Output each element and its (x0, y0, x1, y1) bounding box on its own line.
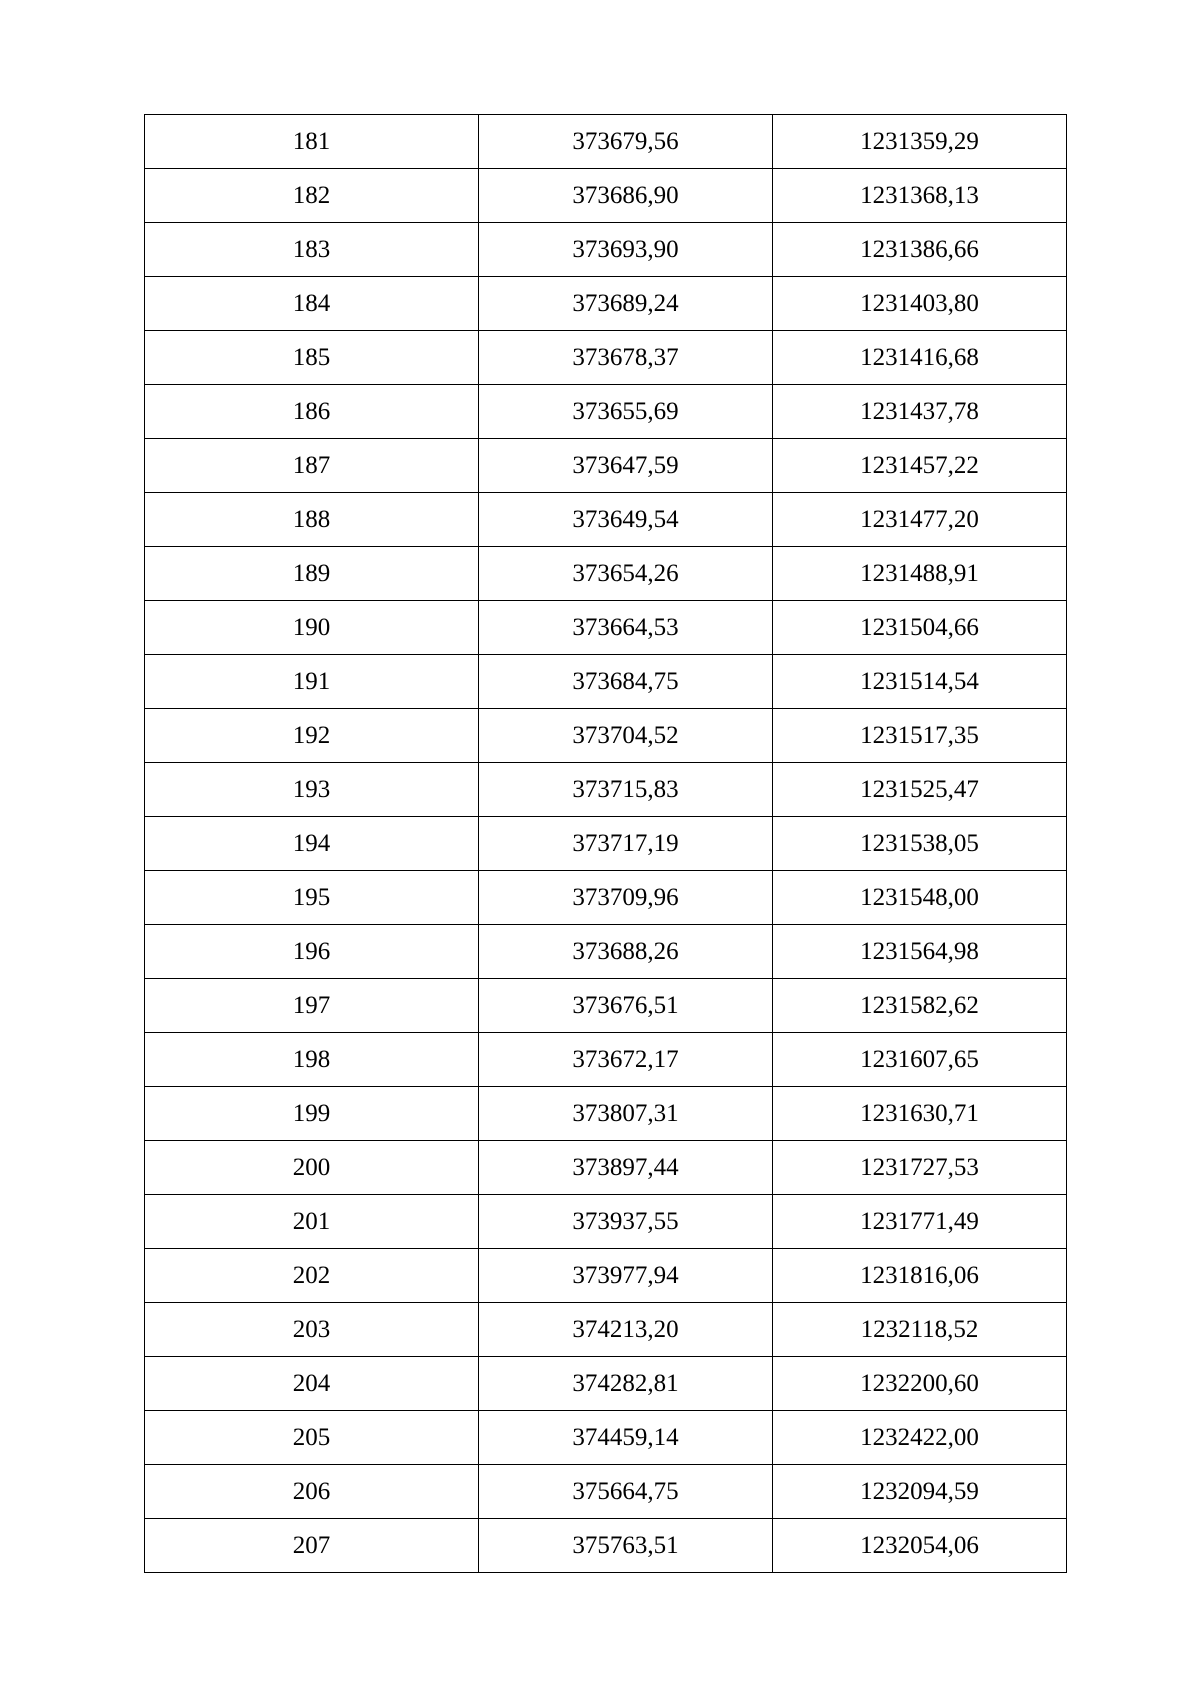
x-coordinate-cell: 373664,53 (479, 601, 773, 655)
point-number-cell: 190 (145, 601, 479, 655)
x-coordinate-cell: 373897,44 (479, 1141, 773, 1195)
table-row (145, 1519, 1067, 1573)
y-coordinate-cell: 1231538,05 (773, 817, 1067, 871)
point-number-cell: 181 (145, 115, 479, 169)
point-number-cell: 188 (145, 493, 479, 547)
x-coordinate-cell: 373977,94 (479, 1249, 773, 1303)
y-coordinate-cell: 1231771,49 (773, 1195, 1067, 1249)
coordinates-table-body (145, 115, 1067, 1573)
x-coordinate-cell: 373715,83 (479, 763, 773, 817)
y-coordinate-cell: 1231368,13 (773, 169, 1067, 223)
x-coordinate-cell: 373672,17 (479, 1033, 773, 1087)
point-number-cell: 191 (145, 655, 479, 709)
x-coordinate-cell: 373678,37 (479, 331, 773, 385)
point-number-cell: 189 (145, 547, 479, 601)
table-row (145, 1195, 1067, 1249)
point-number-cell: 193 (145, 763, 479, 817)
x-coordinate-cell: 373647,59 (479, 439, 773, 493)
y-coordinate-cell: 1231564,98 (773, 925, 1067, 979)
table-row (145, 709, 1067, 763)
table-row (145, 493, 1067, 547)
y-coordinate-cell: 1231477,20 (773, 493, 1067, 547)
y-coordinate-cell: 1231582,62 (773, 979, 1067, 1033)
table-row (145, 331, 1067, 385)
y-coordinate-cell: 1231403,80 (773, 277, 1067, 331)
point-number-cell: 204 (145, 1357, 479, 1411)
table-row (145, 1249, 1067, 1303)
x-coordinate-cell: 375664,75 (479, 1465, 773, 1519)
table-row (145, 1087, 1067, 1141)
y-coordinate-cell: 1231457,22 (773, 439, 1067, 493)
y-coordinate-cell: 1231437,78 (773, 385, 1067, 439)
y-coordinate-cell: 1231816,06 (773, 1249, 1067, 1303)
x-coordinate-cell: 373649,54 (479, 493, 773, 547)
y-coordinate-cell: 1232200,60 (773, 1357, 1067, 1411)
y-coordinate-cell: 1232094,59 (773, 1465, 1067, 1519)
y-coordinate-cell: 1232422,00 (773, 1411, 1067, 1465)
point-number-cell: 206 (145, 1465, 479, 1519)
table-row (145, 925, 1067, 979)
point-number-cell: 205 (145, 1411, 479, 1465)
point-number-cell: 187 (145, 439, 479, 493)
x-coordinate-cell: 373688,26 (479, 925, 773, 979)
y-coordinate-cell: 1231504,66 (773, 601, 1067, 655)
point-number-cell: 196 (145, 925, 479, 979)
y-coordinate-cell: 1231630,71 (773, 1087, 1067, 1141)
y-coordinate-cell: 1231386,66 (773, 223, 1067, 277)
y-coordinate-cell: 1231525,47 (773, 763, 1067, 817)
table-row (145, 223, 1067, 277)
point-number-cell: 201 (145, 1195, 479, 1249)
point-number-cell: 197 (145, 979, 479, 1033)
x-coordinate-cell: 373937,55 (479, 1195, 773, 1249)
x-coordinate-cell: 373684,75 (479, 655, 773, 709)
x-coordinate-cell: 373686,90 (479, 169, 773, 223)
point-number-cell: 194 (145, 817, 479, 871)
point-number-cell: 186 (145, 385, 479, 439)
table-row (145, 547, 1067, 601)
point-number-cell: 184 (145, 277, 479, 331)
table-row (145, 1357, 1067, 1411)
point-number-cell: 195 (145, 871, 479, 925)
table-row (145, 385, 1067, 439)
point-number-cell: 192 (145, 709, 479, 763)
table-row (145, 439, 1067, 493)
point-number-cell: 200 (145, 1141, 479, 1195)
x-coordinate-cell: 373655,69 (479, 385, 773, 439)
point-number-cell: 198 (145, 1033, 479, 1087)
point-number-cell: 203 (145, 1303, 479, 1357)
y-coordinate-cell: 1231488,91 (773, 547, 1067, 601)
y-coordinate-cell: 1231517,35 (773, 709, 1067, 763)
y-coordinate-cell: 1232054,06 (773, 1519, 1067, 1573)
y-coordinate-cell: 1231607,65 (773, 1033, 1067, 1087)
point-number-cell: 199 (145, 1087, 479, 1141)
point-number-cell: 207 (145, 1519, 479, 1573)
table-row (145, 601, 1067, 655)
x-coordinate-cell: 375763,51 (479, 1519, 773, 1573)
x-coordinate-cell: 373709,96 (479, 871, 773, 925)
point-number-cell: 185 (145, 331, 479, 385)
y-coordinate-cell: 1232118,52 (773, 1303, 1067, 1357)
table-row (145, 1141, 1067, 1195)
x-coordinate-cell: 374282,81 (479, 1357, 773, 1411)
table-row (145, 979, 1067, 1033)
x-coordinate-cell: 373704,52 (479, 709, 773, 763)
table-row (145, 817, 1067, 871)
table-row (145, 1033, 1067, 1087)
table-row (145, 169, 1067, 223)
x-coordinate-cell: 373689,24 (479, 277, 773, 331)
coordinates-table (144, 114, 1067, 1573)
y-coordinate-cell: 1231359,29 (773, 115, 1067, 169)
y-coordinate-cell: 1231727,53 (773, 1141, 1067, 1195)
x-coordinate-cell: 373676,51 (479, 979, 773, 1033)
x-coordinate-cell: 374459,14 (479, 1411, 773, 1465)
x-coordinate-cell: 374213,20 (479, 1303, 773, 1357)
y-coordinate-cell: 1231548,00 (773, 871, 1067, 925)
y-coordinate-cell: 1231416,68 (773, 331, 1067, 385)
x-coordinate-cell: 373654,26 (479, 547, 773, 601)
table-row (145, 763, 1067, 817)
table-row (145, 277, 1067, 331)
x-coordinate-cell: 373807,31 (479, 1087, 773, 1141)
x-coordinate-cell: 373679,56 (479, 115, 773, 169)
table-row (145, 655, 1067, 709)
table-row (145, 1411, 1067, 1465)
table-row (145, 115, 1067, 169)
table-row (145, 1465, 1067, 1519)
point-number-cell: 202 (145, 1249, 479, 1303)
y-coordinate-cell: 1231514,54 (773, 655, 1067, 709)
x-coordinate-cell: 373693,90 (479, 223, 773, 277)
x-coordinate-cell: 373717,19 (479, 817, 773, 871)
point-number-cell: 183 (145, 223, 479, 277)
table-row (145, 871, 1067, 925)
table-row (145, 1303, 1067, 1357)
point-number-cell: 182 (145, 169, 479, 223)
